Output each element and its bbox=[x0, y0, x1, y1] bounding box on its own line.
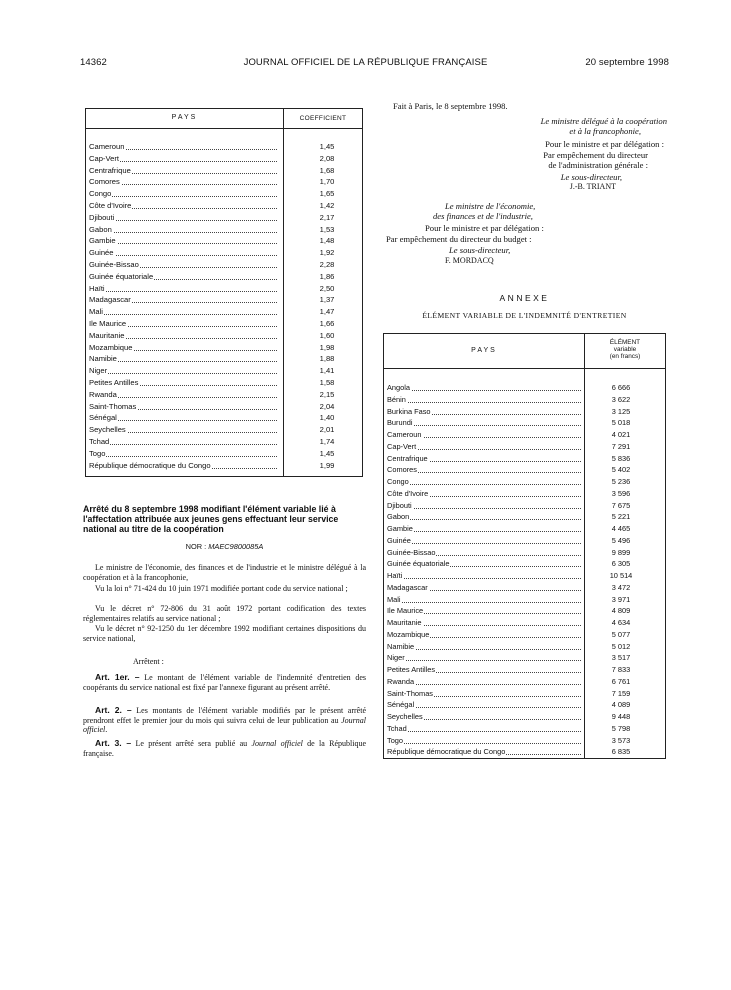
country-name: Petites Antilles bbox=[387, 665, 436, 674]
table-row bbox=[387, 523, 664, 535]
country-name: Madagascar bbox=[387, 582, 428, 592]
country-name: Centrafrique bbox=[387, 453, 428, 463]
annexe-table-header-value: ÉLÉMENT variable (en francs) bbox=[609, 339, 641, 360]
row-value: 3 125 bbox=[611, 406, 631, 416]
arretent-label: Arrêtent : bbox=[133, 657, 164, 666]
country-name: Guinée-Bissao bbox=[89, 259, 139, 269]
row-value: 7 675 bbox=[611, 500, 631, 510]
table-row bbox=[387, 382, 664, 394]
table-row bbox=[89, 235, 361, 247]
country-name: Comores bbox=[387, 465, 417, 475]
annexe-subtitle: ÉLÉMENT VARIABLE DE L'INDEMNITÉ D'ENTRETIEN bbox=[422, 311, 627, 320]
table-row bbox=[89, 424, 361, 436]
row-value: 7 159 bbox=[611, 688, 631, 698]
table-header-divider bbox=[86, 128, 362, 129]
row-value: 2,50 bbox=[319, 283, 335, 293]
country-name: Mali bbox=[89, 307, 103, 317]
signature-2-title-line-2: des finances et de l'industrie, bbox=[433, 211, 533, 221]
country-name: Côte d'Ivoire bbox=[89, 200, 132, 210]
article-1: Art. 1er. – Le montant de l'élément variable de l'indemnité d'entretien des coopérants du service national est fixé par l'annexe figurant au présent arrêté. bbox=[83, 672, 367, 692]
table-row bbox=[89, 259, 361, 271]
row-value: 5 836 bbox=[611, 453, 631, 463]
table-row bbox=[387, 453, 664, 465]
row-value: 1,68 bbox=[319, 165, 335, 175]
page-number: 14362 bbox=[80, 57, 107, 68]
table-row bbox=[89, 247, 361, 259]
table-row bbox=[387, 605, 664, 617]
row-value: 6 835 bbox=[611, 747, 631, 757]
row-value: 1,48 bbox=[319, 236, 335, 246]
table-row bbox=[387, 394, 664, 406]
country-name: Bénin bbox=[387, 394, 406, 404]
signature-place-date: Fait à Paris, le 8 septembre 1998. bbox=[393, 101, 508, 111]
country-name: Guinée équatoriale bbox=[387, 559, 450, 569]
annexe-title: ANNEXE bbox=[499, 293, 550, 303]
arrete-vu-2: Vu le décret n° 72-806 du 31 août 1972 portant codification des textes réglementaires relatifs au service national ; bbox=[83, 604, 366, 623]
table-row bbox=[387, 570, 664, 582]
country-name: Burkina Faso bbox=[387, 406, 431, 416]
arrete-title: Arrêté du 8 septembre 1998 modifiant l'élément variable lié à l'affectation attribuée aux jeunes gens effectuant leur service national au titre de la coopération bbox=[83, 504, 339, 534]
signature-1-title-line-2: et à la francophonie, bbox=[569, 126, 641, 136]
row-value: 2,28 bbox=[319, 259, 335, 269]
row-value: 5 236 bbox=[611, 477, 631, 486]
row-value: 7 291 bbox=[611, 441, 631, 451]
table-row bbox=[89, 306, 361, 318]
table-row bbox=[387, 652, 664, 664]
table-row bbox=[89, 188, 361, 200]
country-name: Sénégal bbox=[89, 413, 117, 423]
signature-2-role: Le sous-directeur, bbox=[449, 245, 511, 255]
country-name: Cap-Vert bbox=[387, 441, 417, 451]
table-row bbox=[387, 699, 664, 711]
row-value: 1,65 bbox=[319, 189, 335, 199]
table-row bbox=[387, 488, 664, 500]
table-row bbox=[89, 342, 361, 354]
table-row bbox=[89, 389, 361, 401]
country-name: Angola bbox=[387, 383, 411, 392]
row-value: 5 496 bbox=[611, 535, 631, 545]
row-value: 5 018 bbox=[611, 418, 631, 428]
table-row bbox=[387, 617, 664, 629]
article-3: Art. 3. – Le présent arrêté sera publié au Journal officiel de la République française. bbox=[83, 738, 366, 758]
country-name: Burundi bbox=[387, 418, 413, 428]
country-name: Rwanda bbox=[387, 676, 415, 686]
row-value: 5 077 bbox=[611, 629, 631, 639]
country-name: Tchad bbox=[387, 723, 407, 733]
row-value: 10 514 bbox=[609, 571, 633, 580]
country-name: Petites Antilles bbox=[89, 377, 139, 387]
table-row bbox=[89, 200, 361, 212]
table-row bbox=[89, 294, 361, 306]
table-row bbox=[387, 429, 664, 441]
coefficient-table-header-value: COEFFICIENT bbox=[299, 115, 347, 122]
signature-1-empechement: Par empêchement du directeur bbox=[543, 150, 648, 160]
annexe-table bbox=[383, 333, 666, 759]
country-name: Mozambique bbox=[387, 629, 430, 639]
country-name: Gambie bbox=[387, 524, 413, 533]
table-row bbox=[387, 676, 664, 688]
country-name: Saint-Thomas bbox=[387, 688, 434, 698]
country-name: Mauritanie bbox=[89, 330, 125, 340]
signature-2-name: F. MORDACQ bbox=[445, 256, 494, 265]
row-value: 1,45 bbox=[319, 448, 335, 458]
coefficient-table bbox=[85, 108, 363, 477]
row-value: 1,37 bbox=[319, 295, 335, 305]
row-value: 3 472 bbox=[611, 582, 631, 592]
table-header-divider bbox=[384, 368, 665, 369]
article-2: Art. 2. – Les montants de l'élément variable modifiés par le présent arrêté prendront effet le premier jour du mois qui suivra celui de leur publication au Journal officiel. bbox=[83, 705, 367, 735]
country-name: Niger bbox=[89, 366, 108, 376]
table-row bbox=[387, 723, 664, 735]
journal-title: JOURNAL OFFICIEL DE LA RÉPUBLIQUE FRANÇAISE bbox=[243, 57, 488, 68]
row-value: 2,04 bbox=[319, 401, 335, 411]
country-name: Congo bbox=[387, 477, 409, 486]
row-value: 1,53 bbox=[319, 224, 335, 234]
row-value: 4 021 bbox=[611, 430, 631, 439]
country-name: Guinée-Bissao bbox=[387, 547, 436, 557]
table-row bbox=[89, 283, 361, 295]
signature-1-title-line-1: Le ministre délégué à la coopération bbox=[540, 116, 667, 126]
table-row bbox=[89, 460, 361, 472]
table-row bbox=[387, 641, 664, 653]
country-name: Djibouti bbox=[387, 500, 412, 510]
row-value: 5 402 bbox=[611, 465, 631, 475]
coefficient-table-header-country: PAYS bbox=[171, 114, 198, 121]
signature-1-name: J.-B. TRIANT bbox=[569, 182, 616, 191]
country-name: Gambie bbox=[89, 236, 116, 246]
table-row bbox=[387, 535, 664, 547]
row-value: 1,40 bbox=[319, 413, 335, 423]
row-value: 1,60 bbox=[319, 330, 335, 340]
table-row bbox=[387, 441, 664, 453]
country-name: Gabon bbox=[387, 512, 410, 522]
table-row bbox=[387, 664, 664, 676]
table-row bbox=[89, 153, 361, 165]
row-value: 1,74 bbox=[319, 436, 335, 446]
table-row bbox=[387, 629, 664, 641]
row-value: 4 089 bbox=[611, 700, 631, 710]
row-value: 3 596 bbox=[611, 488, 631, 498]
country-name: Madagascar bbox=[89, 295, 131, 305]
row-value: 9 448 bbox=[611, 712, 631, 721]
table-row bbox=[387, 711, 664, 723]
row-value: 3 573 bbox=[611, 735, 631, 745]
row-value: 1,41 bbox=[319, 366, 335, 376]
country-name: Centrafrique bbox=[89, 165, 131, 175]
annexe-table-body bbox=[387, 382, 664, 758]
country-name: Congo bbox=[89, 189, 112, 199]
row-value: 4 465 bbox=[611, 524, 631, 533]
row-value: 1,98 bbox=[319, 342, 335, 352]
row-value: 1,66 bbox=[319, 318, 335, 328]
table-row bbox=[387, 594, 664, 606]
signature-2-delegation: Pour le ministre et par délégation : bbox=[425, 223, 544, 233]
table-row bbox=[387, 500, 664, 512]
country-name: Togo bbox=[89, 448, 106, 458]
row-value: 6 305 bbox=[611, 559, 631, 569]
table-row bbox=[387, 582, 664, 594]
table-row bbox=[89, 318, 361, 330]
table-row bbox=[89, 165, 361, 177]
row-value: 7 833 bbox=[611, 665, 631, 674]
row-value: 5 221 bbox=[611, 512, 631, 522]
table-row bbox=[387, 558, 664, 570]
table-row bbox=[89, 212, 361, 224]
table-row bbox=[89, 401, 361, 413]
country-name: Ile Maurice bbox=[387, 606, 424, 616]
row-value: 1,88 bbox=[319, 354, 335, 364]
country-name: République démocratique du Congo bbox=[387, 747, 506, 757]
row-value: 3 971 bbox=[611, 594, 631, 604]
country-name: Djibouti bbox=[89, 212, 115, 222]
country-name: Rwanda bbox=[89, 389, 117, 399]
row-value: 2,17 bbox=[319, 212, 335, 222]
country-name: Gabon bbox=[89, 224, 112, 234]
row-value: 4 634 bbox=[611, 618, 631, 627]
row-value: 4 809 bbox=[611, 606, 631, 616]
arrete-vu-1: Vu la loi n° 71-424 du 10 juin 1971 modifiée portant code du service national ; bbox=[95, 584, 348, 593]
publication-date: 20 septembre 1998 bbox=[585, 57, 669, 68]
country-name: Mozambique bbox=[89, 342, 133, 352]
country-name: Seychelles bbox=[89, 425, 126, 435]
country-name: Haïti bbox=[387, 571, 403, 580]
table-row bbox=[89, 141, 361, 153]
country-name: Cap-Vert bbox=[89, 153, 119, 163]
country-name: Côte d'Ivoire bbox=[387, 488, 429, 498]
row-value: 1,99 bbox=[319, 460, 335, 470]
country-name: Cameroun bbox=[387, 430, 422, 439]
country-name: Niger bbox=[387, 653, 405, 663]
table-row bbox=[89, 436, 361, 448]
row-value: 1,45 bbox=[319, 142, 335, 151]
country-name: Guinée bbox=[387, 535, 411, 545]
country-name: Mauritanie bbox=[387, 618, 422, 627]
table-row bbox=[89, 365, 361, 377]
row-value: 3 622 bbox=[611, 394, 631, 404]
table-row bbox=[89, 353, 361, 365]
signature-1-direction: de l'administration générale : bbox=[548, 160, 648, 170]
table-row bbox=[387, 547, 664, 559]
table-row bbox=[89, 448, 361, 460]
table-row bbox=[89, 176, 361, 188]
nor-reference: NOR : MAEC9800085A bbox=[185, 542, 264, 551]
country-name: Saint-Thomas bbox=[89, 401, 137, 411]
table-row bbox=[387, 476, 664, 488]
annexe-table-header-country: PAYS bbox=[471, 347, 497, 354]
row-value: 5 798 bbox=[611, 723, 631, 733]
row-value: 5 012 bbox=[611, 641, 631, 651]
row-value: 2,08 bbox=[319, 153, 335, 163]
table-row bbox=[387, 464, 664, 476]
arrete-vu-3: Vu le décret n° 92-1250 du 1er décembre 1992 modifiant certaines dispositions du service national, bbox=[83, 624, 366, 643]
country-name: Sénégal bbox=[387, 700, 415, 710]
country-name: République démocratique du Congo bbox=[89, 460, 211, 470]
row-value: 6 761 bbox=[611, 676, 631, 686]
country-name: Cameroun bbox=[89, 142, 125, 151]
row-value: 1,86 bbox=[319, 271, 335, 281]
country-name: Seychelles bbox=[387, 712, 423, 721]
country-name: Namibie bbox=[387, 641, 415, 651]
table-row bbox=[89, 377, 361, 389]
table-row bbox=[387, 417, 664, 429]
row-value: 1,92 bbox=[319, 248, 335, 258]
table-row bbox=[387, 406, 664, 418]
arrete-intro: Le ministre de l'économie, des finances et de l'industrie et le ministre délégué à la coopération et à la francophonie, bbox=[83, 563, 366, 582]
country-name: Guinée bbox=[89, 248, 114, 258]
row-value: 6 666 bbox=[611, 383, 631, 392]
country-name: Comores bbox=[89, 177, 120, 187]
table-row bbox=[89, 330, 361, 342]
coefficient-table-body bbox=[89, 141, 361, 471]
country-name: Tchad bbox=[89, 436, 110, 446]
signature-2-empechement: Par empêchement du directeur du budget : bbox=[386, 234, 532, 244]
row-value: 9 899 bbox=[611, 547, 631, 557]
signature-1-delegation: Pour le ministre et par délégation : bbox=[545, 139, 664, 149]
row-value: 1,70 bbox=[319, 177, 335, 187]
table-row bbox=[89, 412, 361, 424]
row-value: 2,01 bbox=[319, 425, 335, 435]
signature-1-role: Le sous-directeur, bbox=[560, 172, 622, 182]
country-name: Namibie bbox=[89, 354, 117, 364]
row-value: 1,58 bbox=[319, 377, 335, 387]
country-name: Guinée équatoriale bbox=[89, 271, 154, 281]
row-value: 1,42 bbox=[319, 200, 335, 210]
table-row bbox=[387, 746, 664, 758]
country-name: Togo bbox=[387, 735, 404, 745]
table-row bbox=[387, 688, 664, 700]
signature-2-title-line-1: Le ministre de l'économie, bbox=[445, 201, 536, 211]
table-row bbox=[89, 224, 361, 236]
table-row bbox=[387, 735, 664, 747]
row-value: 2,15 bbox=[319, 389, 335, 399]
row-value: 1,47 bbox=[319, 307, 335, 317]
country-name: Mali bbox=[387, 594, 401, 604]
country-name: Ile Maurice bbox=[89, 318, 127, 328]
table-row bbox=[387, 511, 664, 523]
row-value: 3 517 bbox=[611, 653, 631, 663]
table-row bbox=[89, 271, 361, 283]
country-name: Haïti bbox=[89, 283, 105, 293]
